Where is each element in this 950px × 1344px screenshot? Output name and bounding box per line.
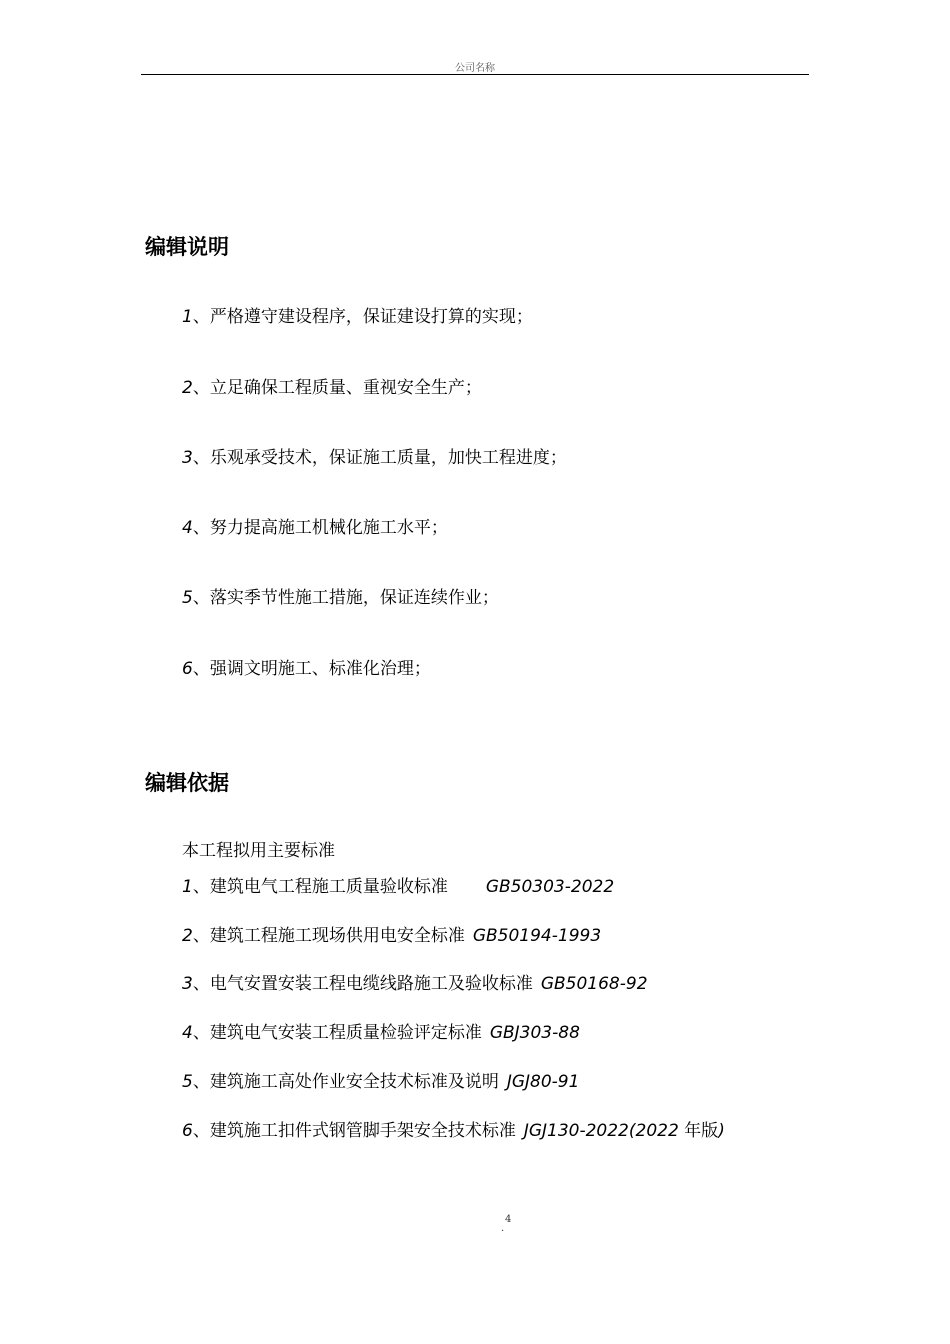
item-number: 1 [182, 307, 193, 327]
item-number: 4 [182, 518, 193, 538]
closing-paren: ) [718, 1121, 725, 1141]
section-title-editing-basis: 编辑依据 [145, 771, 229, 795]
item-text: 、建筑施工高处作业安全技术标准及说明 [192, 1072, 499, 1092]
item-number: 6 [182, 1121, 193, 1141]
standard-item [182, 1120, 725, 1142]
standard-item [182, 1071, 579, 1093]
item-text: 、建筑施工扣件式钢管脚手架安全技术标准 [192, 1121, 516, 1141]
item-text: 、建筑工程施工现场供用电安全标准 [192, 926, 465, 946]
item-text: 、立足确保工程质量、重视安全生产； [192, 378, 482, 398]
item-number: 4 [182, 1023, 193, 1043]
page-header [141, 56, 809, 75]
item-text: 、建筑电气工程施工质量验收标准 [192, 877, 448, 897]
standard-code: GBJ303-88 [489, 1023, 580, 1043]
item-text: 、建筑电气安装工程质量检验评定标准 [192, 1023, 482, 1043]
item-number: 1 [182, 877, 193, 897]
standards-intro: 本工程拟用主要标准 [182, 841, 335, 861]
standard-item [182, 925, 601, 947]
item-number: 2 [182, 926, 193, 946]
standard-code: GB50194-1993 [472, 926, 602, 946]
item-number: 5 [182, 588, 193, 608]
item-text: 、严格遵守建设程序，保证建设打算的实现； [192, 307, 533, 327]
standard-item [182, 973, 648, 995]
page-number: 4 [505, 1214, 512, 1225]
section-title-editing-notes: 编辑说明 [145, 235, 229, 259]
standard-code: JGJ80-91 [506, 1072, 580, 1092]
list-item [182, 517, 448, 539]
item-text: 、落实季节性施工措施，保证连续作业； [192, 588, 499, 608]
standard-edition: 年版 [678, 1121, 719, 1141]
footer-dot: . [501, 1223, 505, 1234]
standard-code: GB50168-92 [540, 974, 648, 994]
item-number: 5 [182, 1072, 193, 1092]
item-text: 、乐观承受技术，保证施工质量，加快工程进度； [192, 448, 567, 468]
item-number: 2 [182, 378, 193, 398]
list-item [182, 587, 499, 609]
item-text: 、电气安置安装工程电缆线路施工及验收标准 [192, 974, 533, 994]
item-number: 3 [182, 974, 193, 994]
standard-item [182, 876, 614, 898]
standard-code: JGJ130-2022(2022 [523, 1121, 679, 1141]
item-text: 、努力提高施工机械化施工水平； [192, 518, 448, 538]
list-item [182, 306, 533, 328]
list-item [182, 658, 431, 680]
item-text: 、强调文明施工、标准化治理； [192, 659, 431, 679]
list-item [182, 377, 482, 399]
item-number: 6 [182, 659, 193, 679]
item-number: 3 [182, 448, 193, 468]
company-name: 公司名称 [455, 63, 495, 74]
standard-item [182, 1022, 580, 1044]
page-footer [501, 1214, 512, 1234]
standard-code: GB50303-2022 [485, 877, 615, 897]
list-item [182, 447, 567, 469]
